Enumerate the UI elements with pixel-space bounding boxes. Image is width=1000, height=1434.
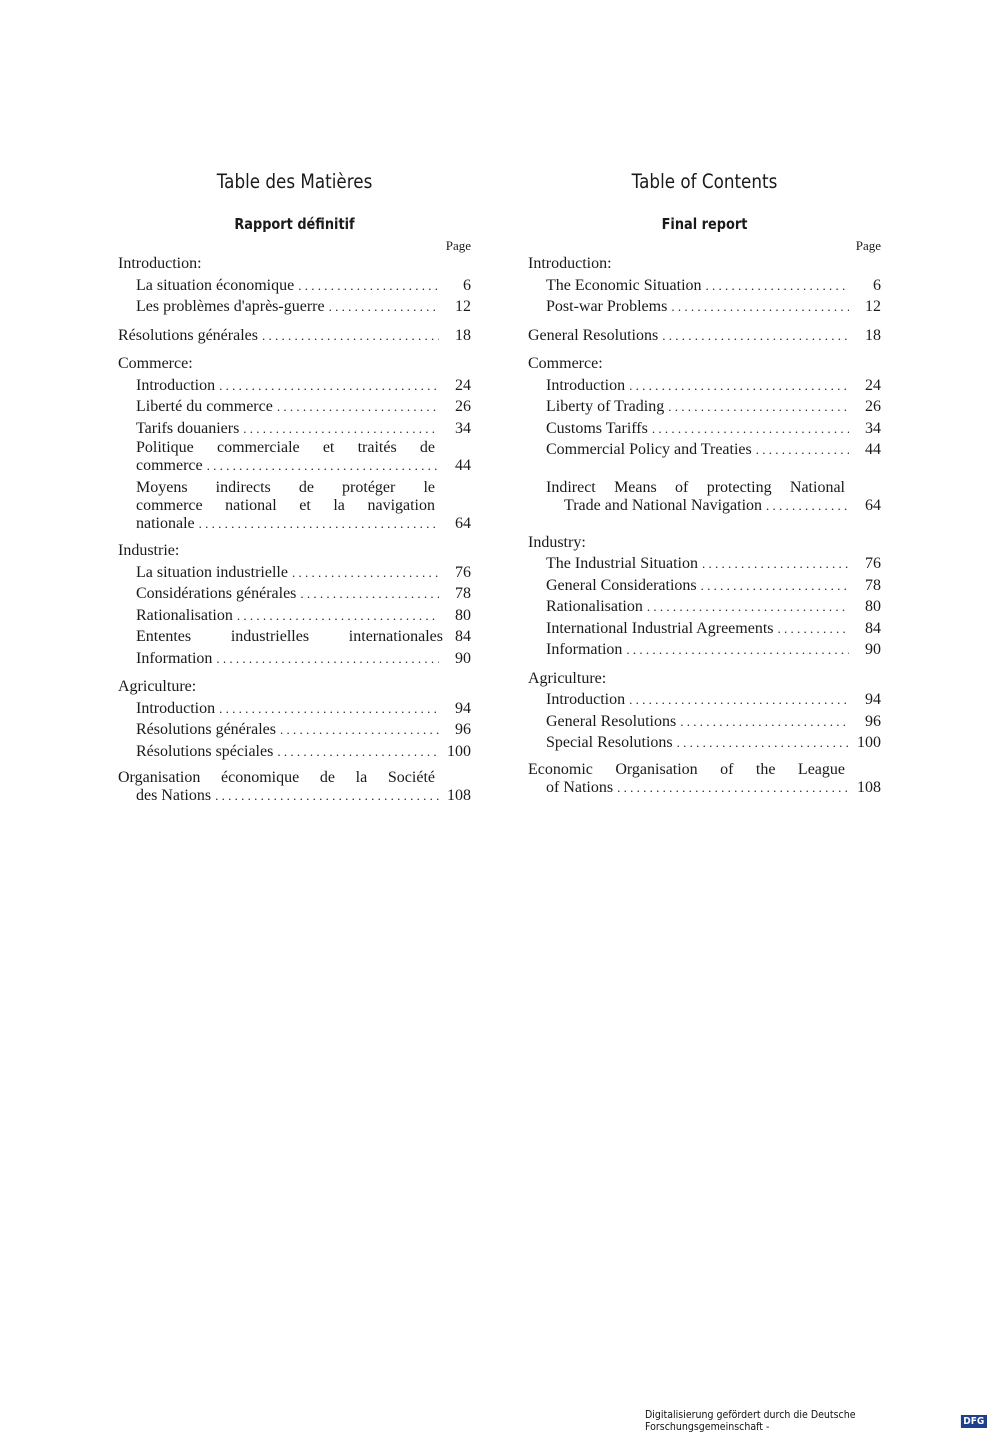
- toc-section-agriculture: [528, 668, 881, 754]
- entry-page: 94: [865, 691, 881, 708]
- entry-page: 34: [865, 419, 881, 437]
- entry-page: 80: [455, 606, 471, 624]
- page-column-header-en: Page: [855, 238, 881, 253]
- toc-entry: [528, 596, 881, 618]
- entry-page: 96: [865, 712, 881, 730]
- section-heading: Industrie:: [118, 542, 180, 559]
- entry-label: Ententes industrielles internationales: [136, 628, 443, 645]
- toc-section-general-resolutions: [118, 325, 471, 347]
- toc-entry: [528, 779, 881, 797]
- toc-entry: [118, 375, 471, 397]
- entry-page: 18: [865, 326, 881, 344]
- entry-page: 44: [865, 441, 881, 458]
- toc-entry: [528, 711, 881, 733]
- entry-page: 12: [865, 298, 881, 315]
- toc-entry: [118, 719, 471, 741]
- toc-entry: [118, 787, 471, 805]
- toc-title-fr: Table des Matières: [216, 170, 373, 193]
- toc-section-introduction: [528, 253, 881, 318]
- toc-entry: [118, 275, 471, 297]
- entry-label: Introduction: [136, 699, 216, 717]
- entry-page: 78: [455, 585, 471, 602]
- toc-subtitle-fr: Rapport définitif: [234, 215, 355, 233]
- toc-entry: [118, 626, 471, 648]
- entry-label: Considérations générales: [136, 585, 297, 602]
- section-heading: Agriculture:: [528, 669, 607, 687]
- entry-label: Information: [546, 641, 623, 658]
- toc-entry: [528, 689, 881, 711]
- entry-page: 44: [455, 457, 471, 474]
- section-heading: Introduction:: [118, 255, 202, 272]
- toc-entry: [118, 605, 471, 627]
- toc-entry: [528, 375, 881, 397]
- toc-entry: [528, 296, 881, 318]
- digitization-footer: [645, 1409, 987, 1433]
- entry-label: Résolutions spéciales: [136, 742, 274, 760]
- toc-entry: [118, 741, 471, 763]
- entry-page: 6: [873, 276, 881, 294]
- toc-entry: [118, 583, 471, 605]
- entry-page: 84: [455, 628, 471, 645]
- entry-page: 64: [865, 496, 881, 514]
- entry-label: Résolutions générales: [136, 721, 276, 738]
- entry-page: 108: [857, 778, 881, 796]
- toc-entry: [118, 698, 471, 720]
- entry-label-line: Moyens indirects de protéger le: [136, 479, 435, 496]
- toc-section-commerce: [118, 353, 471, 533]
- entry-page: 76: [455, 563, 471, 581]
- entry-page: 94: [455, 699, 471, 717]
- toc-entry: [528, 275, 881, 297]
- entry-label: General Resolutions: [528, 326, 659, 344]
- entry-label-line: Indirect Means of protecting National: [546, 478, 845, 496]
- toc-entry: [528, 439, 881, 461]
- entry-label-line: Organisation économique de la Société: [118, 769, 435, 786]
- toc-section-agriculture: [118, 676, 471, 762]
- entry-label: General Considerations: [546, 576, 697, 594]
- entry-label-line: Trade and National Navigation: [564, 496, 763, 514]
- toc-entry: [118, 562, 471, 584]
- entry-label: Introduction: [546, 691, 626, 708]
- toc-section-commerce: [528, 353, 881, 515]
- toc-section-industrie: [118, 540, 471, 669]
- entry-label: General Resolutions: [546, 712, 677, 730]
- entry-label: Rationalisation: [546, 598, 643, 615]
- entry-label: Post-war Problems: [546, 298, 668, 315]
- toc-entry: [528, 639, 881, 661]
- toc-entry: [118, 296, 471, 318]
- toc-entry-multiline: [528, 479, 881, 497]
- toc-entry: [118, 325, 471, 347]
- toc-entry: [528, 325, 881, 347]
- entry-label: The Industrial Situation: [546, 555, 698, 572]
- entry-page: 76: [865, 555, 881, 572]
- entry-label-line: commerce national et la navigation: [136, 497, 435, 514]
- toc-entry: [528, 553, 881, 575]
- section-heading: Agriculture:: [118, 678, 197, 695]
- entry-label: Liberty of Trading: [546, 398, 665, 415]
- section-heading: Introduction:: [528, 255, 612, 272]
- entry-label: Customs Tariffs: [546, 419, 648, 437]
- entry-page: 26: [865, 398, 881, 415]
- footer-text: Digitalisierung gefördert durch die Deutsche Forschungsgemeinschaft -: [645, 1409, 856, 1433]
- entry-label: Résolutions générales: [118, 326, 258, 344]
- entry-page: 90: [865, 641, 881, 658]
- entry-label: Introduction: [136, 376, 216, 394]
- section-heading: Commerce:: [528, 355, 603, 372]
- section-heading: Industry:: [528, 533, 586, 551]
- entry-label-line: des Nations: [136, 787, 212, 804]
- entry-label-line: nationale: [136, 515, 195, 532]
- toc-subtitle-en: Final report: [661, 215, 748, 233]
- toc-entry: [528, 497, 881, 515]
- toc-entry: [528, 418, 881, 440]
- entry-label: La situation économique: [136, 276, 295, 294]
- section-heading: Commerce:: [118, 355, 193, 372]
- toc-entry: [118, 418, 471, 440]
- entry-label: The Economic Situation: [546, 276, 702, 294]
- dfg-logo-icon: DFG: [961, 1415, 987, 1428]
- entry-label: Les problèmes d'après-guerre: [136, 298, 325, 315]
- entry-label: Tarifs douaniers: [136, 419, 240, 437]
- entry-page: 34: [455, 419, 471, 437]
- entry-label-line: Politique commerciale et traités de: [136, 439, 435, 456]
- entry-page: 100: [857, 734, 881, 751]
- toc-title-en: Table of Contents: [631, 170, 778, 193]
- toc-entry-multiline: [118, 479, 471, 515]
- entry-page: 24: [455, 376, 471, 394]
- page-column-header-fr: Page: [445, 238, 471, 253]
- entry-label: Rationalisation: [136, 606, 233, 624]
- toc-entries-fr: [118, 253, 471, 805]
- entry-label: Commercial Policy and Treaties: [546, 441, 752, 458]
- toc-section-economic-organisation: [528, 761, 881, 797]
- toc-section-introduction: [118, 253, 471, 318]
- toc-entry-multiline: [118, 439, 471, 457]
- entry-label: Special Resolutions: [546, 734, 673, 751]
- entry-label-line: of Nations: [546, 778, 614, 796]
- entry-page: 64: [455, 515, 471, 532]
- toc-entry: [118, 515, 471, 533]
- entry-page: 6: [463, 276, 471, 294]
- entry-page: 12: [455, 298, 471, 315]
- toc-entry: [118, 457, 471, 475]
- entry-label: La situation industrielle: [136, 563, 288, 581]
- entry-page: 26: [455, 398, 471, 415]
- entry-page: 84: [865, 619, 881, 637]
- toc-entry: [528, 575, 881, 597]
- entry-label-line: commerce: [136, 457, 203, 474]
- toc-entries-en: [528, 253, 881, 797]
- toc-entry: [118, 396, 471, 418]
- entry-label: Information: [136, 649, 213, 667]
- toc-entry: [118, 648, 471, 670]
- toc-entry: [528, 396, 881, 418]
- entry-label-line: Economic Organisation of the League: [528, 760, 845, 778]
- entry-page: 24: [865, 376, 881, 394]
- entry-label: International Industrial Agreements: [546, 619, 774, 637]
- toc-entry: [528, 618, 881, 640]
- entry-page: 90: [455, 649, 471, 667]
- entry-page: 108: [447, 787, 471, 804]
- entry-label: Liberté du commerce: [136, 398, 273, 415]
- entry-page: 100: [447, 742, 471, 760]
- entry-page: 80: [865, 598, 881, 615]
- entry-label: Introduction: [546, 376, 626, 394]
- entry-page: 96: [455, 721, 471, 738]
- toc-entry: [528, 732, 881, 754]
- toc-section-industry: [528, 532, 881, 661]
- entry-page: 18: [455, 326, 471, 344]
- toc-section-organisation: [118, 769, 471, 805]
- toc-section-general-resolutions: [528, 325, 881, 347]
- entry-page: 78: [865, 576, 881, 594]
